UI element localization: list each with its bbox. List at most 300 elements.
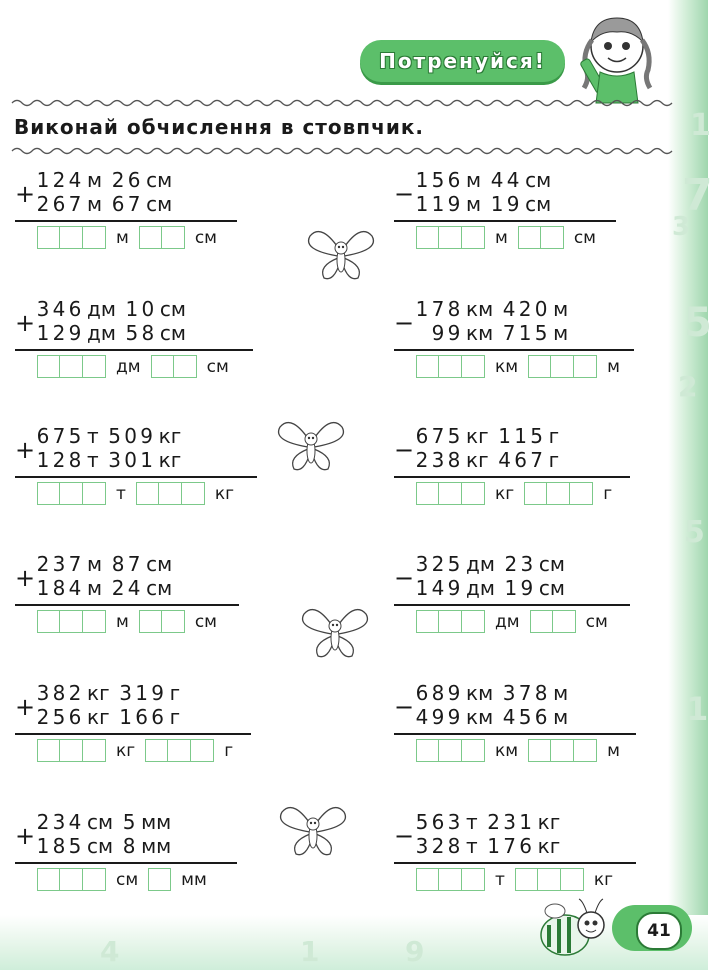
answer-digit-box[interactable] bbox=[553, 610, 576, 633]
digit: 1 bbox=[504, 576, 518, 600]
answer-unit-label: т bbox=[116, 483, 126, 504]
digit: 3 bbox=[36, 681, 50, 705]
unit-label: см bbox=[159, 297, 187, 321]
girl-with-pencil-illustration bbox=[572, 8, 662, 103]
answer-digit-box[interactable] bbox=[574, 739, 597, 762]
decorative-number: 5 bbox=[684, 300, 712, 346]
answer-digit-box[interactable] bbox=[37, 482, 60, 505]
digit: 3 bbox=[447, 810, 461, 834]
digit: 2 bbox=[36, 552, 50, 576]
unit-label: кг bbox=[87, 705, 110, 729]
digit: 8 bbox=[111, 552, 125, 576]
butterfly-illustration bbox=[272, 413, 350, 475]
sum-line bbox=[15, 604, 239, 606]
operand-row bbox=[414, 424, 567, 448]
answer-unit-label: г bbox=[224, 740, 234, 761]
unit-label: кг bbox=[466, 448, 489, 472]
digit: 1 bbox=[36, 576, 50, 600]
decorative-number: 2 bbox=[678, 370, 698, 403]
plus-sign: + bbox=[15, 693, 36, 721]
answer-unit-label: кг bbox=[214, 483, 235, 504]
unit-label: см bbox=[146, 552, 173, 576]
digit: 1 bbox=[119, 705, 132, 729]
unit-label: г bbox=[169, 681, 181, 705]
sum-line bbox=[394, 476, 630, 478]
unit-label: м bbox=[553, 681, 569, 705]
header-title: Потренуйся! bbox=[379, 49, 546, 73]
answer-unit-label: дм bbox=[116, 356, 141, 377]
answer-digit-box[interactable] bbox=[551, 739, 574, 762]
digit: 0 bbox=[124, 424, 138, 448]
digit: 4 bbox=[502, 297, 516, 321]
unit-label: км bbox=[466, 321, 494, 345]
digit: 2 bbox=[504, 552, 518, 576]
digit: 9 bbox=[506, 192, 520, 216]
digit: 8 bbox=[52, 681, 66, 705]
digit: 2 bbox=[68, 681, 82, 705]
unit-label: см bbox=[87, 834, 114, 858]
digit: 2 bbox=[518, 297, 532, 321]
digit: 5 bbox=[431, 168, 445, 192]
wavy-divider-top bbox=[12, 98, 672, 108]
answer-digit-box[interactable] bbox=[139, 610, 162, 633]
answer-digit-box[interactable] bbox=[462, 739, 485, 762]
digit: 3 bbox=[52, 552, 66, 576]
answer-digit-box[interactable] bbox=[162, 610, 185, 633]
answer-row bbox=[416, 610, 618, 633]
answer-unit-label: м bbox=[607, 740, 620, 761]
answer-digit-box[interactable] bbox=[462, 226, 485, 249]
digit: 9 bbox=[447, 192, 461, 216]
digit: 6 bbox=[519, 834, 533, 858]
answer-digit-box[interactable] bbox=[551, 355, 574, 378]
unit-label: г bbox=[169, 705, 181, 729]
digit: 1 bbox=[431, 192, 445, 216]
answer-digit-box[interactable] bbox=[60, 226, 83, 249]
sum-line bbox=[15, 733, 251, 735]
decorative-number: 1 bbox=[690, 108, 711, 143]
answer-digit-box[interactable] bbox=[60, 868, 83, 891]
answer-digit-box[interactable] bbox=[145, 739, 168, 762]
answer-row bbox=[37, 355, 239, 378]
unit-label: кг bbox=[87, 681, 110, 705]
minus-sign: − bbox=[394, 822, 415, 850]
answer-unit-label: кг bbox=[495, 483, 515, 504]
answer-digit-box[interactable] bbox=[416, 355, 439, 378]
unit-label: см bbox=[146, 168, 173, 192]
answer-unit-label: кг bbox=[116, 740, 136, 761]
unit-label: м bbox=[553, 321, 569, 345]
digit: 7 bbox=[127, 552, 141, 576]
digit: 3 bbox=[520, 552, 534, 576]
digit: 4 bbox=[506, 168, 520, 192]
answer-row bbox=[416, 355, 630, 378]
digit: 6 bbox=[111, 192, 125, 216]
digit: 9 bbox=[431, 321, 445, 345]
operand-row bbox=[414, 448, 567, 472]
digit: 5 bbox=[530, 424, 543, 448]
digit: 5 bbox=[447, 424, 461, 448]
answer-digit-box[interactable] bbox=[191, 739, 214, 762]
answer-digit-box[interactable] bbox=[416, 739, 439, 762]
digit: 2 bbox=[52, 448, 66, 472]
digit: 4 bbox=[68, 168, 82, 192]
answer-digit-box[interactable] bbox=[37, 226, 60, 249]
operand-row bbox=[35, 834, 179, 858]
answer-row bbox=[416, 482, 622, 505]
decorative-number: 7 bbox=[682, 170, 713, 221]
plus-sign: + bbox=[15, 436, 36, 464]
unit-label: см bbox=[525, 168, 552, 192]
instruction-text: Виконай обчислення в стовпчик. bbox=[14, 115, 425, 139]
answer-unit-label: м bbox=[116, 227, 129, 248]
digit: 7 bbox=[503, 834, 517, 858]
operand-row bbox=[35, 552, 180, 576]
decorative-number: 4 bbox=[100, 935, 120, 968]
digit: 9 bbox=[151, 681, 164, 705]
minus-sign: − bbox=[394, 693, 415, 721]
digit: 1 bbox=[36, 321, 50, 345]
answer-digit-box[interactable] bbox=[416, 868, 439, 891]
answer-digit-box[interactable] bbox=[541, 226, 564, 249]
digit: 5 bbox=[52, 705, 66, 729]
answer-unit-label: кг bbox=[593, 869, 614, 890]
answer-digit-box[interactable] bbox=[439, 610, 462, 633]
plus-sign: + bbox=[15, 564, 36, 592]
answer-digit-box[interactable] bbox=[159, 482, 182, 505]
digit: 2 bbox=[52, 168, 66, 192]
decorative-number: 9 bbox=[405, 935, 425, 968]
answer-digit-box[interactable] bbox=[462, 355, 485, 378]
answer-digit-box[interactable] bbox=[547, 482, 570, 505]
answer-digit-box[interactable] bbox=[439, 355, 462, 378]
answer-digit-box[interactable] bbox=[83, 868, 106, 891]
digit: 6 bbox=[151, 705, 164, 729]
operand-row bbox=[35, 192, 180, 216]
digit: 1 bbox=[135, 681, 148, 705]
digit: 5 bbox=[122, 810, 136, 834]
digit: 6 bbox=[415, 681, 429, 705]
unit-label: т bbox=[87, 424, 99, 448]
digit: 4 bbox=[431, 576, 445, 600]
digit: 8 bbox=[447, 834, 461, 858]
digit: 6 bbox=[431, 810, 445, 834]
digit: 1 bbox=[125, 297, 139, 321]
digit: 6 bbox=[52, 192, 66, 216]
digit: 2 bbox=[111, 576, 125, 600]
digit: 4 bbox=[502, 705, 516, 729]
answer-row bbox=[416, 739, 630, 762]
answer-digit-box[interactable] bbox=[462, 868, 485, 891]
digit: 6 bbox=[534, 705, 548, 729]
digit: 5 bbox=[534, 321, 548, 345]
digit: 6 bbox=[68, 297, 82, 321]
operand-row bbox=[35, 705, 188, 729]
answer-digit-box[interactable] bbox=[60, 355, 83, 378]
answer-digit-box[interactable] bbox=[83, 482, 106, 505]
digit: 5 bbox=[108, 424, 122, 448]
sum-line bbox=[394, 862, 636, 864]
digit: 4 bbox=[490, 168, 504, 192]
answer-digit-box[interactable] bbox=[83, 610, 106, 633]
answer-digit-box[interactable] bbox=[524, 482, 547, 505]
digit: 0 bbox=[141, 297, 155, 321]
answer-digit-box[interactable] bbox=[561, 868, 584, 891]
butterfly-illustration bbox=[274, 798, 352, 860]
operand-row bbox=[414, 297, 576, 321]
digit: 8 bbox=[431, 681, 445, 705]
answer-digit-box[interactable] bbox=[528, 355, 551, 378]
answer-digit-box[interactable] bbox=[60, 610, 83, 633]
digit: 2 bbox=[36, 192, 50, 216]
answer-unit-label: км bbox=[495, 740, 519, 761]
digit: 5 bbox=[125, 321, 139, 345]
digit: 1 bbox=[415, 576, 429, 600]
digit: 8 bbox=[122, 834, 136, 858]
answer-digit-box[interactable] bbox=[530, 610, 553, 633]
answer-digit-box[interactable] bbox=[151, 355, 174, 378]
operand-row bbox=[35, 297, 194, 321]
unit-label: кг bbox=[158, 448, 182, 472]
butterfly-illustration bbox=[302, 222, 380, 284]
operand-row bbox=[414, 705, 576, 729]
answer-digit-box[interactable] bbox=[439, 482, 462, 505]
digit: 1 bbox=[487, 834, 501, 858]
digit: 4 bbox=[52, 297, 66, 321]
digit: 9 bbox=[68, 321, 82, 345]
digit: 8 bbox=[447, 297, 461, 321]
answer-digit-box[interactable] bbox=[416, 482, 439, 505]
digit: 8 bbox=[534, 681, 548, 705]
header-banner bbox=[360, 40, 565, 82]
wavy-divider-bottom bbox=[12, 146, 672, 156]
unit-label: г bbox=[548, 448, 560, 472]
answer-digit-box[interactable] bbox=[574, 355, 597, 378]
answer-digit-box[interactable] bbox=[439, 226, 462, 249]
sum-line bbox=[15, 220, 237, 222]
digit: 7 bbox=[518, 681, 532, 705]
answer-row bbox=[416, 226, 606, 249]
answer-digit-box[interactable] bbox=[83, 226, 106, 249]
digit: 7 bbox=[431, 424, 445, 448]
answer-digit-box[interactable] bbox=[515, 868, 538, 891]
digit: 7 bbox=[431, 297, 445, 321]
digit: 4 bbox=[68, 810, 82, 834]
answer-digit-box[interactable] bbox=[83, 355, 106, 378]
answer-digit-box[interactable] bbox=[518, 226, 541, 249]
answer-digit-box[interactable] bbox=[168, 739, 191, 762]
answer-digit-box[interactable] bbox=[538, 868, 561, 891]
answer-digit-box[interactable] bbox=[37, 868, 60, 891]
answer-digit-box[interactable] bbox=[174, 355, 197, 378]
digit: 2 bbox=[487, 810, 501, 834]
digit: 6 bbox=[514, 448, 527, 472]
answer-digit-box[interactable] bbox=[570, 482, 593, 505]
unit-label: т bbox=[466, 810, 478, 834]
digit: 6 bbox=[135, 705, 148, 729]
answer-digit-box[interactable] bbox=[439, 868, 462, 891]
unit-label: дм bbox=[87, 321, 116, 345]
digit: 9 bbox=[447, 321, 461, 345]
bee-illustration bbox=[535, 895, 610, 965]
digit: 3 bbox=[52, 810, 66, 834]
digit: 1 bbox=[415, 168, 429, 192]
unit-label: м bbox=[466, 192, 482, 216]
unit-label: дм bbox=[466, 576, 495, 600]
digit: 7 bbox=[530, 448, 543, 472]
digit: 6 bbox=[68, 705, 82, 729]
operand-row bbox=[35, 448, 189, 472]
decorative-number: 1 bbox=[300, 935, 320, 968]
decorative-number: 3 bbox=[672, 212, 691, 242]
answer-digit-box[interactable] bbox=[148, 868, 171, 891]
answer-digit-box[interactable] bbox=[37, 610, 60, 633]
digit: 5 bbox=[68, 834, 82, 858]
answer-unit-label: км bbox=[495, 356, 519, 377]
digit: 3 bbox=[119, 681, 132, 705]
answer-digit-box[interactable] bbox=[60, 739, 83, 762]
digit: 1 bbox=[415, 297, 429, 321]
unit-label: мм bbox=[141, 834, 172, 858]
digit: 1 bbox=[498, 424, 511, 448]
unit-label: дм bbox=[466, 552, 495, 576]
answer-row bbox=[37, 482, 244, 505]
answer-digit-box[interactable] bbox=[462, 482, 485, 505]
digit: 3 bbox=[36, 297, 50, 321]
digit: 9 bbox=[520, 576, 534, 600]
answer-digit-box[interactable] bbox=[83, 739, 106, 762]
decorative-number: 5 bbox=[684, 515, 705, 550]
sum-line bbox=[394, 733, 636, 735]
operand-row bbox=[35, 681, 188, 705]
sum-line bbox=[15, 862, 237, 864]
digit: 8 bbox=[68, 448, 82, 472]
operand-row bbox=[414, 576, 573, 600]
unit-label: кг bbox=[466, 424, 489, 448]
plus-sign: + bbox=[15, 180, 36, 208]
sum-line bbox=[394, 220, 616, 222]
digit: 4 bbox=[498, 448, 511, 472]
digit: 3 bbox=[415, 834, 429, 858]
digit: 7 bbox=[502, 321, 516, 345]
unit-label: м bbox=[87, 576, 103, 600]
digit: 3 bbox=[108, 448, 122, 472]
digit: 8 bbox=[447, 448, 461, 472]
digit: 9 bbox=[431, 705, 445, 729]
sum-line bbox=[15, 476, 257, 478]
answer-digit-box[interactable] bbox=[162, 226, 185, 249]
digit: 5 bbox=[447, 552, 461, 576]
answer-digit-box[interactable] bbox=[462, 610, 485, 633]
answer-unit-label: см bbox=[206, 356, 229, 377]
digit: 4 bbox=[127, 576, 141, 600]
digit: 1 bbox=[36, 168, 50, 192]
answer-digit-box[interactable] bbox=[416, 226, 439, 249]
answer-unit-label: г bbox=[603, 483, 613, 504]
answer-unit-label: м bbox=[116, 611, 129, 632]
digit: 1 bbox=[36, 834, 50, 858]
answer-unit-label: см bbox=[573, 227, 596, 248]
digit: 6 bbox=[447, 168, 461, 192]
unit-label: м bbox=[466, 168, 482, 192]
digit: 2 bbox=[36, 705, 50, 729]
answer-unit-label: дм bbox=[495, 611, 520, 632]
digit: 4 bbox=[415, 705, 429, 729]
operand-row bbox=[35, 576, 180, 600]
operand-row bbox=[414, 192, 559, 216]
unit-label: т bbox=[87, 448, 99, 472]
minus-sign: − bbox=[394, 564, 415, 592]
answer-row bbox=[37, 226, 227, 249]
digit: 2 bbox=[415, 448, 429, 472]
answer-unit-label: см bbox=[194, 611, 217, 632]
operand-row bbox=[35, 424, 189, 448]
answer-digit-box[interactable] bbox=[439, 739, 462, 762]
unit-label: г bbox=[548, 424, 560, 448]
answer-row bbox=[37, 610, 227, 633]
minus-sign: − bbox=[394, 436, 415, 464]
digit: 7 bbox=[68, 192, 82, 216]
answer-unit-label: мм bbox=[181, 869, 207, 890]
digit: 6 bbox=[415, 424, 429, 448]
operand-row bbox=[414, 834, 568, 858]
answer-digit-box[interactable] bbox=[136, 482, 159, 505]
digit: 1 bbox=[490, 192, 504, 216]
digit: 5 bbox=[518, 705, 532, 729]
answer-digit-box[interactable] bbox=[416, 610, 439, 633]
operand-row bbox=[35, 168, 180, 192]
digit: 0 bbox=[124, 448, 138, 472]
answer-digit-box[interactable] bbox=[139, 226, 162, 249]
unit-label: кг bbox=[158, 424, 182, 448]
answer-digit-box[interactable] bbox=[60, 482, 83, 505]
unit-label: см bbox=[146, 192, 173, 216]
unit-label: км bbox=[466, 297, 494, 321]
digit: 4 bbox=[68, 576, 82, 600]
unit-label: т bbox=[466, 834, 478, 858]
answer-unit-label: см bbox=[585, 611, 608, 632]
unit-label: см bbox=[159, 321, 187, 345]
unit-label: см bbox=[538, 576, 566, 600]
plus-sign: + bbox=[15, 822, 36, 850]
page-edge-decoration bbox=[668, 0, 708, 970]
answer-digit-box[interactable] bbox=[37, 355, 60, 378]
digit: 2 bbox=[111, 168, 125, 192]
digit: 3 bbox=[503, 810, 517, 834]
operand-row bbox=[414, 168, 559, 192]
digit: 9 bbox=[447, 681, 461, 705]
answer-digit-box[interactable] bbox=[182, 482, 205, 505]
answer-unit-label: т bbox=[495, 869, 505, 890]
answer-digit-box[interactable] bbox=[528, 739, 551, 762]
digit: 2 bbox=[36, 810, 50, 834]
answer-digit-box[interactable] bbox=[37, 739, 60, 762]
page-number: 41 bbox=[636, 912, 682, 950]
unit-label: м bbox=[87, 552, 103, 576]
digit: 9 bbox=[140, 424, 154, 448]
decorative-number: 1 bbox=[686, 690, 709, 728]
answer-unit-label: см bbox=[116, 869, 139, 890]
unit-label: кг bbox=[537, 834, 561, 858]
digit: 7 bbox=[52, 424, 66, 448]
operand-row bbox=[414, 321, 576, 345]
digit: 1 bbox=[36, 448, 50, 472]
unit-label: мм bbox=[141, 810, 172, 834]
answer-row bbox=[37, 868, 217, 891]
unit-label: м bbox=[87, 168, 103, 192]
unit-label: км bbox=[466, 705, 494, 729]
digit: 8 bbox=[141, 321, 155, 345]
